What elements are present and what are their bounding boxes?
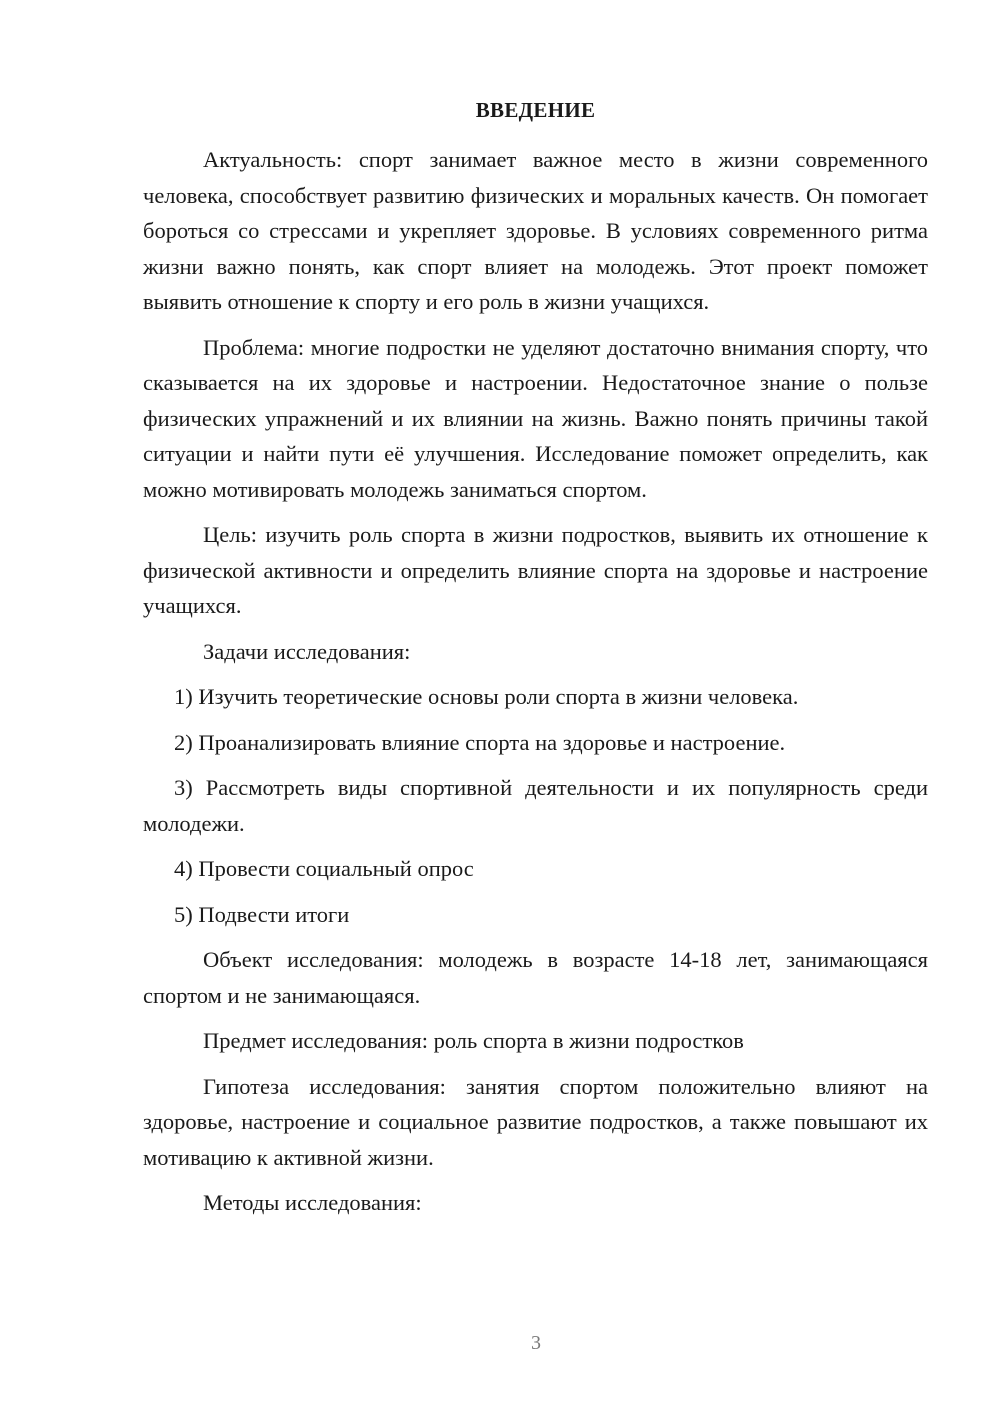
paragraph-hypothesis: Гипотеза исследования: занятия спортом положительно влияют на здоровье, настроение и социальное развитие подростков, а также повышают их мотивацию к активной жизни. [143,1073,928,1170]
paragraph-goal: Цель: изучить роль спорта в жизни подростков, выявить их отношение к физической активности и определить влияние спорта на здоровье и настроение учащихся. [143,522,928,618]
page-number: 3 [531,1332,541,1354]
task-item-4: 4) Провести социальный опрос [174,856,474,881]
task-item-5: 5) Подвести итоги [174,901,350,927]
task-item-1: 1) Изучить теоретические основы роли спорта в жизни человека. [174,684,799,709]
paragraph-problem: Проблема: многие подростки не уделяют достаточно внимания спорту, что сказывается на их здоровье и настроении. Недостаточное знание о пользе физических упражнений и их влиянии на жизнь. Важно понять причины такой ситуации и найти пути её улучшения. Исследование поможет определить, как можно мотивировать молодежь заниматься спортом. [143,334,928,502]
task-item-3: 3) Рассмотреть виды спортивной деятельности и их популярность среди молодежи. [143,775,928,836]
task-item-2: 2) Проанализировать влияние спорта на здоровье и настроение. [174,729,786,755]
paragraph-subject: Предмет исследования: роль спорта в жизни подростков [203,1028,744,1053]
paragraph-relevance: Актуальность: спорт занимает важное место в жизни современного человека, способствует развитию физических и моральных качеств. Он помогает бороться со стрессами и укрепляет здоровье. В условиях современного ритма жизни важно понять, как спорт влияет на молодежь. Этот проект поможет выявить отношение к спорту и его роль в жизни учащихся. [143,147,928,314]
paragraph-tasks-heading: Задачи исследования: [203,638,411,664]
document-page [143,92,928,1231]
paragraph-object: Объект исследования: молодежь в возрасте 14-18 лет, занимающаяся спортом и не занимающаяся. [143,947,928,1008]
paragraph-methods: Методы исследования: [203,1190,422,1215]
page-title: ВВЕДЕНИЕ [475,98,596,122]
